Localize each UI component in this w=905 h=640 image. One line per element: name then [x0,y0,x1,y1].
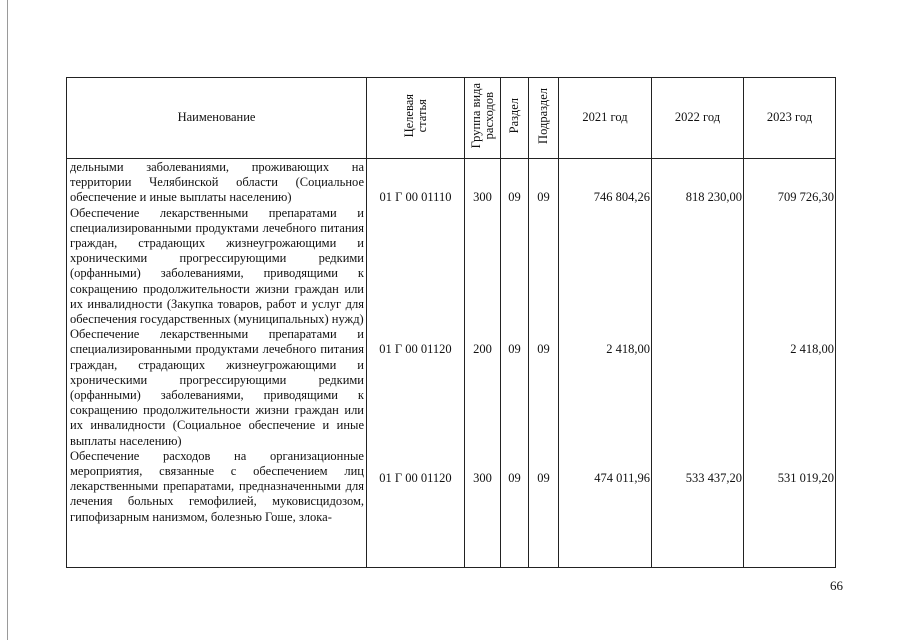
section-value: 09 [508,342,521,356]
page-margin-line [7,0,8,640]
header-name: Наименование [67,78,367,159]
subsection-value: 09 [537,190,550,204]
amount-2021-column [559,159,652,568]
amount-2021-value: 2 418,00 [606,342,650,356]
subsection-value: 09 [537,471,550,485]
expense-group-value: 300 [473,471,492,485]
amount-2023-column [744,159,836,568]
header-target-article: Целевая статья [367,78,465,159]
header-2023: 2023 год [744,78,836,159]
table-row [67,159,836,568]
header-subsection: Подраздел [529,78,559,159]
expense-group-column [465,159,501,568]
entry-name: Обеспечение лекарственными препаратами и специализированными продуктами лечебного питания граждан, страдающих жизнеугрожающими и хроническими прогрессирующими редкими (орфанными) заболеваниями, приводящими к сокращению продолжительности жизни граждан или их инвалидности (Социальное обеспечение и иные выплаты населению) [70,327,364,448]
entry-name: Обеспечение лекарственными препаратами и специализированными продуктами лечебного питания граждан, страдающих жизнеугрожающими и хроническими прогрессирующими редкими (орфанными) заболеваниями, приводящими к сокращению продолжительности жизни граждан или их инвалидности (Закупка товаров, работ и услуг для обеспечения государственных (муниципальных) нужд) [70,205,364,327]
header-expense-group: Группа вида расходов [465,78,501,159]
amount-2021-value: 746 804,26 [593,190,650,204]
amount-2021-value: 474 011,96 [594,471,650,485]
target-article-column [367,159,465,568]
budget-table [66,77,836,568]
header-section: Раздел [501,78,529,159]
amount-2023-value: 2 418,00 [790,342,834,356]
subsection-value: 09 [537,342,550,356]
amount-2023-value: 709 726,30 [777,190,834,204]
entry-name: дельными заболеваниями, проживающих на территории Челябинской области (Социальное обеспечение и иные выплаты населению) [70,160,364,205]
amount-2022-value: 533 437,20 [685,471,742,485]
target-article-value: 01 Г 00 01110 [379,190,452,204]
amount-2022-value: 818 230,00 [685,190,742,204]
target-article-value: 01 Г 00 01120 [379,342,452,356]
header-2021: 2021 год [559,78,652,159]
section-column [501,159,529,568]
header-2022: 2022 год [652,78,744,159]
section-value: 09 [508,471,521,485]
description-column [67,159,367,568]
expense-group-value: 200 [473,342,492,356]
page-number: 66 [830,578,843,593]
subsection-column [529,159,559,568]
header-row [67,78,836,159]
expense-group-value: 300 [473,190,492,204]
amount-2023-value: 531 019,20 [777,471,834,485]
section-value: 09 [508,190,521,204]
amount-2022-column [652,159,744,568]
target-article-value: 01 Г 00 01120 [379,471,452,485]
entry-name: Обеспечение расходов на организационные мероприятия, связанные с обеспечением лиц лекарственными препаратами, предназначенными для лечения больных гемофилией, муковисцидозом, гипофизарным нанизмом, болезнью Гоше, злока- [70,448,364,524]
